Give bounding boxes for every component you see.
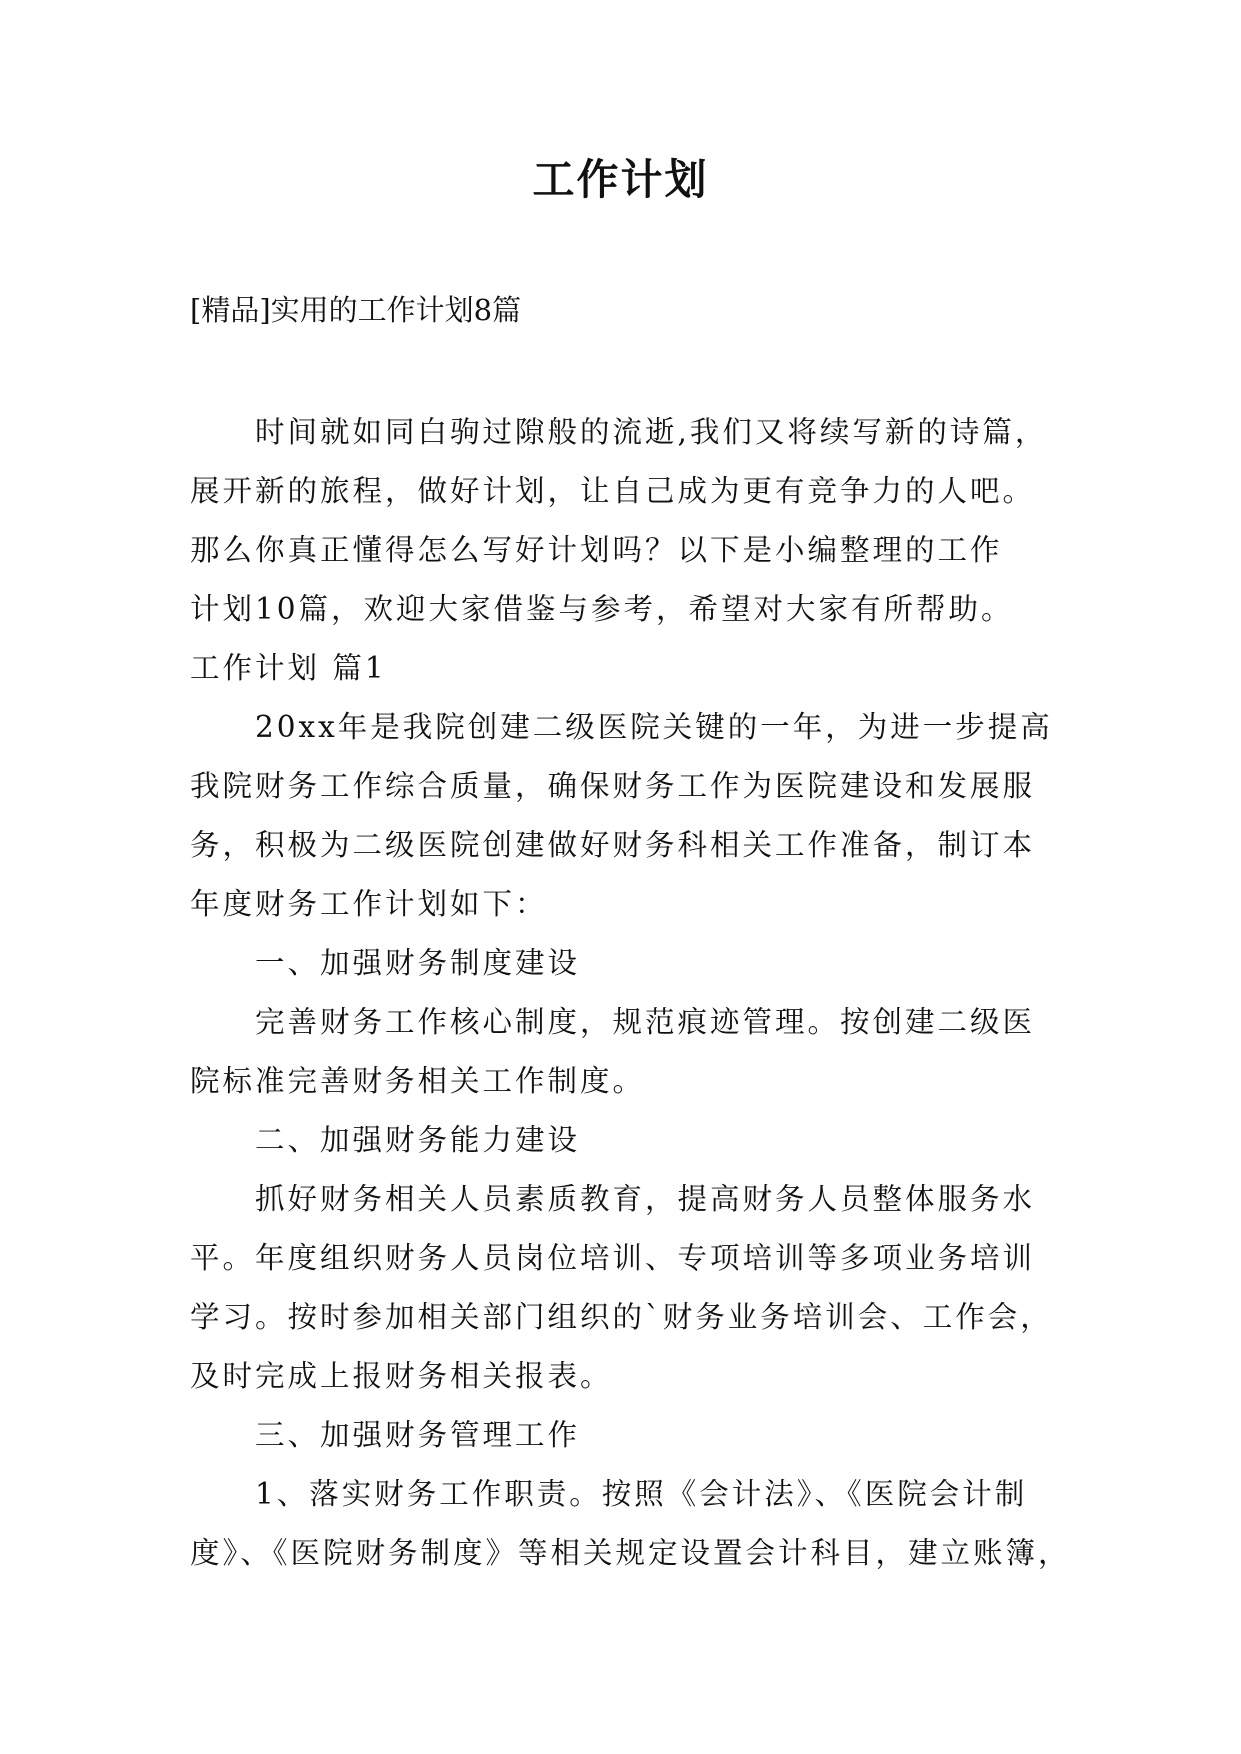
document-title: 工作计划 xyxy=(532,155,709,204)
body-line: 那么你真正懂得怎么写好计划吗？以下是小编整理的工作 xyxy=(190,533,1003,567)
body-line: 完善财务工作核心制度，规范痕迹管理。按创建二级医 xyxy=(255,1005,1036,1039)
body-line: 度》、《医院财务制度》等相关规定设置会计科目，建立账簿， xyxy=(190,1536,1071,1570)
body-line: 20xx年是我院创建二级医院关键的一年，为进一步提高 xyxy=(255,710,1053,744)
body-line: 一、加强财务制度建设 xyxy=(255,946,581,980)
body-line: 我院财务工作综合质量，确保财务工作为医院建设和发展服 xyxy=(190,769,1036,803)
body-line: 抓好财务相关人员素质教育，提高财务人员整体服务水 xyxy=(255,1182,1036,1216)
body-line: 学习。按时参加相关部门组织的`财务业务培训会、工作会， xyxy=(190,1300,1053,1334)
body-line: 1、落实财务工作职责。按照《会计法》、《医院会计制 xyxy=(255,1477,1028,1511)
body-line: 展开新的旅程，做好计划，让自己成为更有竞争力的人吧。 xyxy=(190,474,1036,508)
body-line: 三、加强财务管理工作 xyxy=(255,1418,581,1452)
body-line: 工作计划 篇1 xyxy=(190,651,387,685)
body-line: 二、加强财务能力建设 xyxy=(255,1123,581,1157)
body-line: 年度财务工作计划如下： xyxy=(190,887,548,921)
body-line: 及时完成上报财务相关报表。 xyxy=(190,1359,613,1393)
body-line: 计划10篇，欢迎大家借鉴与参考，希望对大家有所帮助。 xyxy=(190,592,1014,626)
body-line: 务，积极为二级医院创建做好财务科相关工作准备，制订本 xyxy=(190,828,1036,862)
body-line: 平。年度组织财务人员岗位培训、专项培训等多项业务培训 xyxy=(190,1241,1036,1275)
body-line: 时间就如同白驹过隙般的流逝,我们又将续写新的诗篇， xyxy=(255,415,1048,449)
body-line: 院标准完善财务相关工作制度。 xyxy=(190,1064,646,1098)
document-subtitle: [精品]实用的工作计划8篇 xyxy=(190,293,522,327)
document-body xyxy=(190,403,1070,1583)
